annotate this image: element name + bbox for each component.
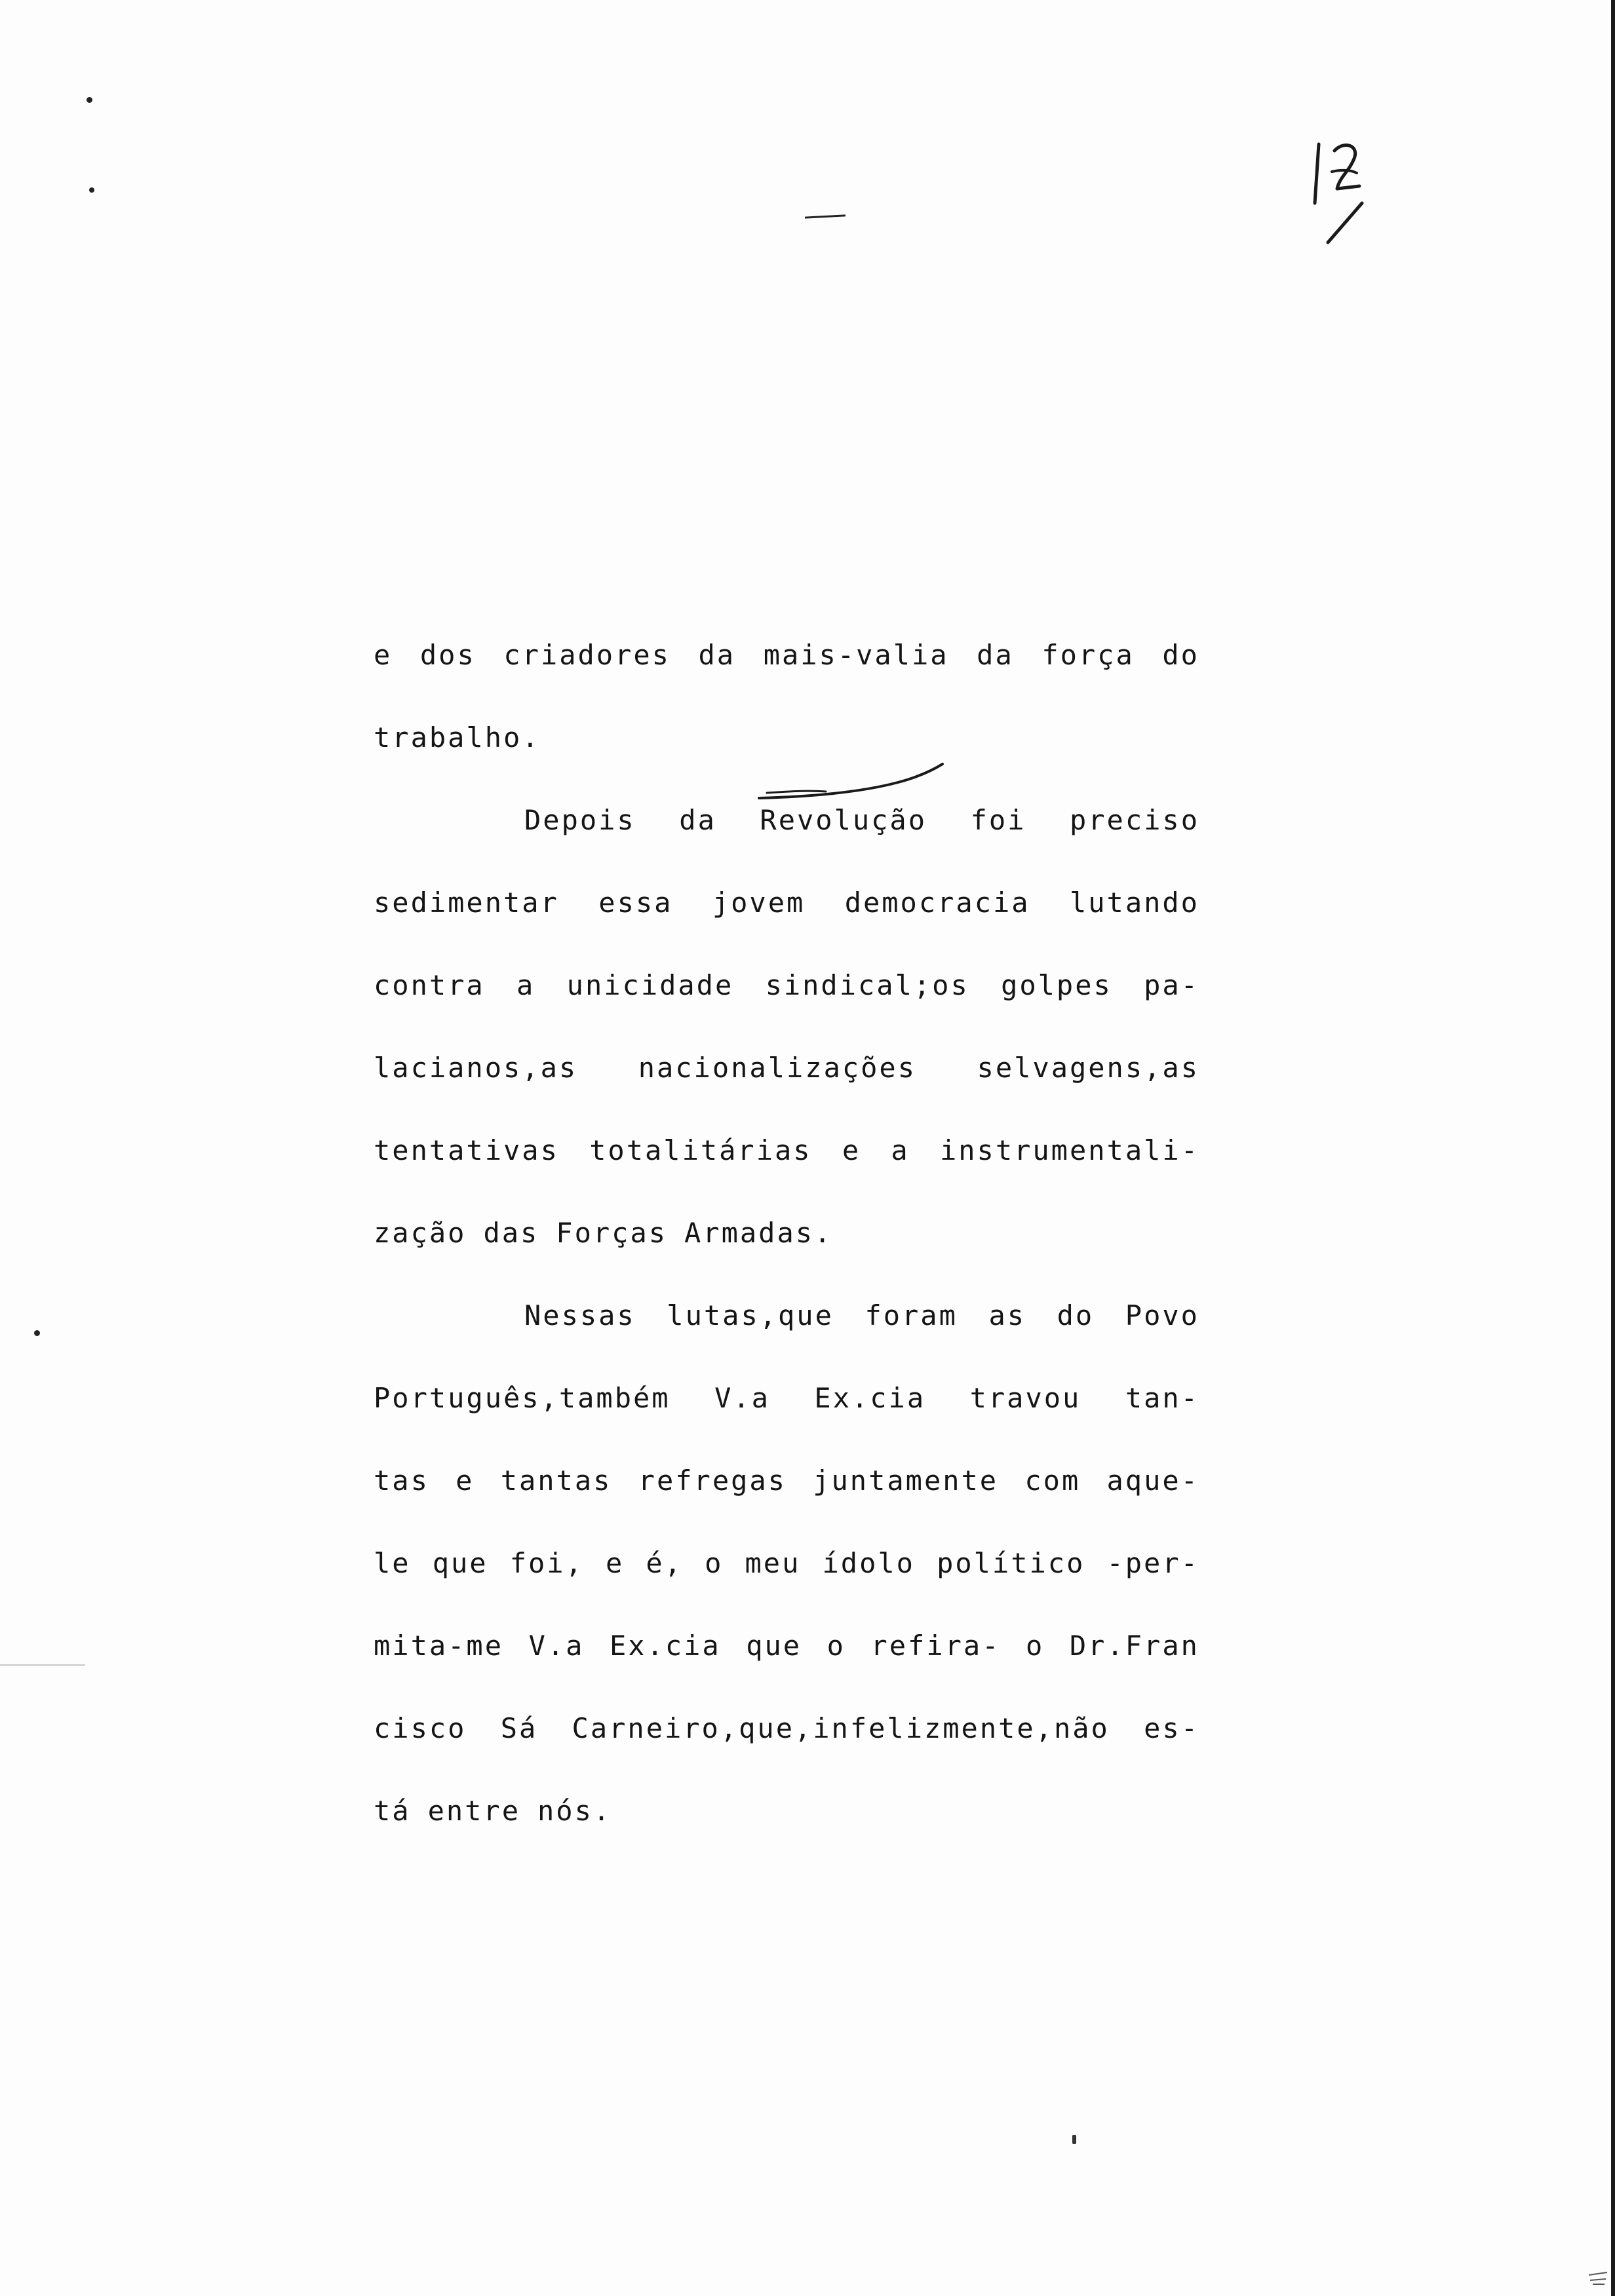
word: Carneiro,que,infelizmente,não: [572, 1712, 1110, 1744]
word: sedimentar: [374, 887, 559, 919]
word: com: [1024, 1464, 1081, 1497]
word: e: [456, 1464, 475, 1497]
text-line: [374, 1290, 1199, 1372]
word: da: [698, 639, 736, 671]
word: selvagens,as: [977, 1052, 1199, 1084]
text-line: [374, 1207, 1199, 1290]
word: tas: [374, 1464, 429, 1497]
word: democracia: [844, 887, 1030, 919]
word: mais-valia: [763, 639, 949, 671]
word: sindical;os: [765, 969, 969, 1001]
word: refira-: [870, 1630, 1001, 1662]
word: totalitárias: [589, 1134, 812, 1166]
word: Povo: [1125, 1299, 1199, 1331]
word: força: [1041, 639, 1135, 671]
word: travou: [969, 1382, 1081, 1414]
word: Sá: [500, 1712, 538, 1744]
word: golpes: [1001, 969, 1112, 1001]
word: le: [374, 1547, 411, 1579]
text-line: [374, 1785, 1199, 1867]
word: Dr.Fran: [1069, 1630, 1199, 1662]
word: as: [988, 1299, 1026, 1331]
word: Português,também: [374, 1382, 671, 1414]
word: Armadas.: [684, 1217, 833, 1249]
scan-edge: [1611, 0, 1615, 2296]
text-line: [374, 1124, 1199, 1207]
scan-artifact-line: [0, 1664, 85, 1666]
word: meu: [745, 1547, 801, 1579]
word: e: [374, 639, 393, 671]
text-line: [374, 1620, 1199, 1702]
word: o: [827, 1630, 846, 1662]
word: lutas,que: [667, 1299, 834, 1331]
top-dash: [805, 214, 846, 218]
word: e: [842, 1134, 861, 1166]
word: lutando: [1069, 887, 1199, 919]
word: do: [1162, 639, 1199, 671]
word: foi: [970, 804, 1026, 836]
word: ídolo: [822, 1547, 915, 1579]
word: jovem: [712, 887, 806, 919]
word: Ex.cia: [814, 1382, 926, 1414]
page-number: [0, 0, 1, 1]
word: trabalho.: [374, 721, 541, 754]
word: Nessas: [524, 1299, 636, 1331]
word: cisco: [374, 1712, 467, 1744]
word: político: [937, 1547, 1085, 1579]
word: da: [679, 804, 716, 836]
word: e: [605, 1547, 625, 1579]
word: unicidade: [566, 969, 734, 1001]
word: tentativas: [374, 1134, 559, 1166]
word: Revolução: [760, 804, 927, 836]
word: Forças: [556, 1217, 668, 1249]
word: dos: [419, 639, 476, 671]
word: é,: [646, 1547, 683, 1579]
word: entre: [427, 1795, 521, 1827]
corner-scan-mark: [1586, 2261, 1610, 2287]
scan-speck: [89, 187, 94, 193]
scan-speck: [87, 97, 92, 103]
word: V.a: [714, 1382, 770, 1414]
word: pa-: [1144, 969, 1199, 1001]
word: Depois: [524, 804, 636, 836]
word: o: [1026, 1630, 1045, 1662]
word: aque-: [1106, 1464, 1199, 1497]
word: lacianos,as: [374, 1052, 578, 1084]
text-line: [374, 1372, 1199, 1455]
text-line: [374, 959, 1199, 1042]
word: essa: [598, 887, 673, 919]
word: es-: [1144, 1712, 1199, 1744]
word: a: [516, 969, 535, 1001]
word: instrumentali-: [939, 1134, 1199, 1166]
text-line: [374, 877, 1199, 959]
word: -per-: [1106, 1547, 1199, 1579]
typed-text-block: [374, 629, 1199, 1867]
word: nós.: [537, 1795, 612, 1827]
text-line: [374, 1042, 1199, 1124]
word: preciso: [1069, 804, 1199, 836]
word: tá: [374, 1795, 411, 1827]
word: zação: [374, 1217, 467, 1249]
text-line: [374, 794, 1199, 877]
word: que: [432, 1547, 488, 1579]
text-line: [374, 629, 1199, 712]
word: foram: [865, 1299, 958, 1331]
word: contra: [374, 969, 485, 1001]
word: a: [891, 1134, 910, 1166]
word: mita-me: [374, 1630, 504, 1662]
word: tan-: [1125, 1382, 1199, 1414]
word: o: [705, 1547, 724, 1579]
word: criadores: [503, 639, 671, 671]
word: foi,: [509, 1547, 584, 1579]
word: V.a: [528, 1630, 585, 1662]
scan-speck: [34, 1330, 40, 1336]
text-line: [374, 712, 1199, 794]
word: juntamente: [813, 1464, 999, 1497]
word: das: [483, 1217, 539, 1249]
word: refregas: [638, 1464, 787, 1497]
text-line: [374, 1455, 1199, 1537]
text-line: [374, 1702, 1199, 1785]
word: Ex.cia: [609, 1630, 721, 1662]
word: que: [746, 1630, 802, 1662]
word: nacionalizações: [638, 1052, 916, 1084]
text-line: [374, 1537, 1199, 1620]
word: do: [1057, 1299, 1095, 1331]
ink-speck: [1072, 2135, 1076, 2144]
word: da: [977, 639, 1014, 671]
handwritten-page-number: [1308, 131, 1380, 256]
word: tantas: [500, 1464, 612, 1497]
